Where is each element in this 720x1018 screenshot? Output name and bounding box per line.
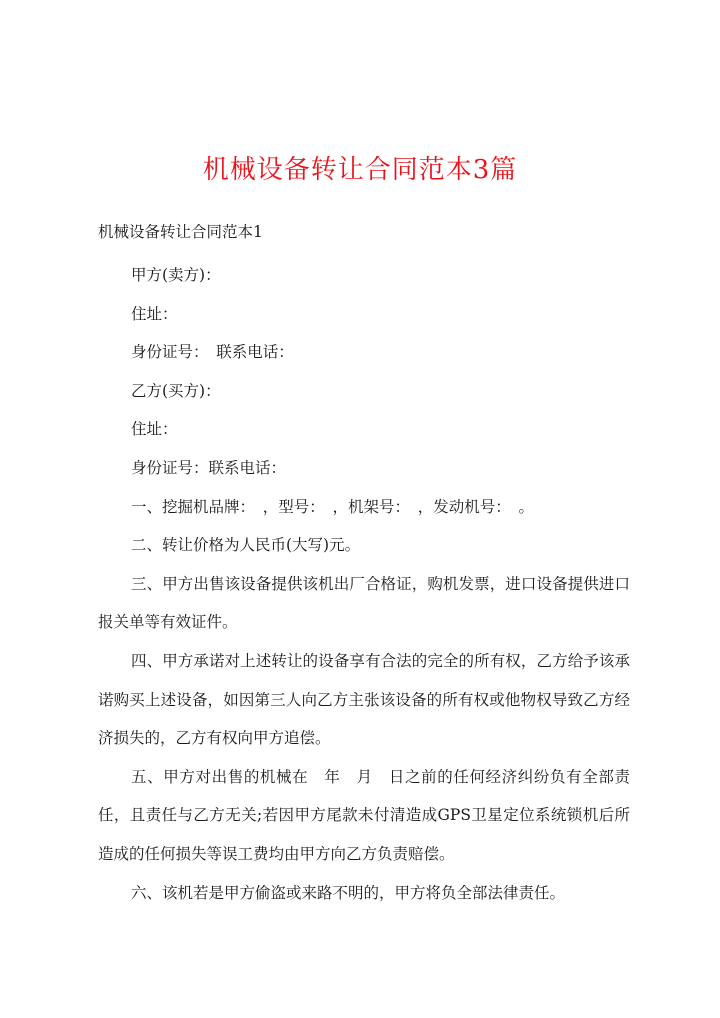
paragraph-party-a-id-phone: 身份证号： 联系电话： — [131, 343, 294, 362]
contract-subtitle: 机械设备转让合同范本1 — [98, 223, 263, 241]
paragraph-clause-5: 五、甲方对出售的机械在 年 月 日之前的任何经济纠纷负有全部责任，且责任与乙方无关;若因甲方尾款未付清造成GPS卫星定位系统锁机后所造成的任何损失等误工费均由甲方向乙方负责赔偿。 — [98, 767, 630, 863]
paragraph-party-a-address: 住址： — [131, 304, 178, 323]
paragraph-party-b-id-phone: 身份证号：联系电话： — [131, 458, 287, 477]
paragraph-party-b: 乙方(买方)： — [131, 381, 221, 400]
document-body — [98, 256, 630, 912]
document-title: 机械设备转让合同范本3篇 — [202, 155, 518, 185]
paragraph-clause-6: 六、该机若是甲方偷盗或来路不明的，甲方将负全部法律责任。 — [131, 883, 566, 902]
paragraph-party-a: 甲方(卖方)： — [131, 266, 221, 284]
paragraph-party-b-address: 住址： — [131, 420, 178, 439]
paragraph-clause-2: 二、转让价格为人民币(大写)元。 — [131, 536, 361, 555]
paragraph-clause-4: 四、甲方承诺对上述转让的设备享有合法的完全的所有权，乙方给予该承诺购买上述设备，如因第三人向乙方主张该设备的所有权或他物权导致乙方经济损失的，乙方有权向甲方追偿。 — [98, 651, 630, 748]
paragraph-clause-3: 三、甲方出售该设备提供该机出厂合格证，购机发票，进口设备提供进口报关单等有效证件。 — [98, 574, 630, 632]
paragraph-clause-1: 一、挖掘机品牌： ，型号： ，机架号： ，发动机号： 。 — [131, 497, 535, 516]
